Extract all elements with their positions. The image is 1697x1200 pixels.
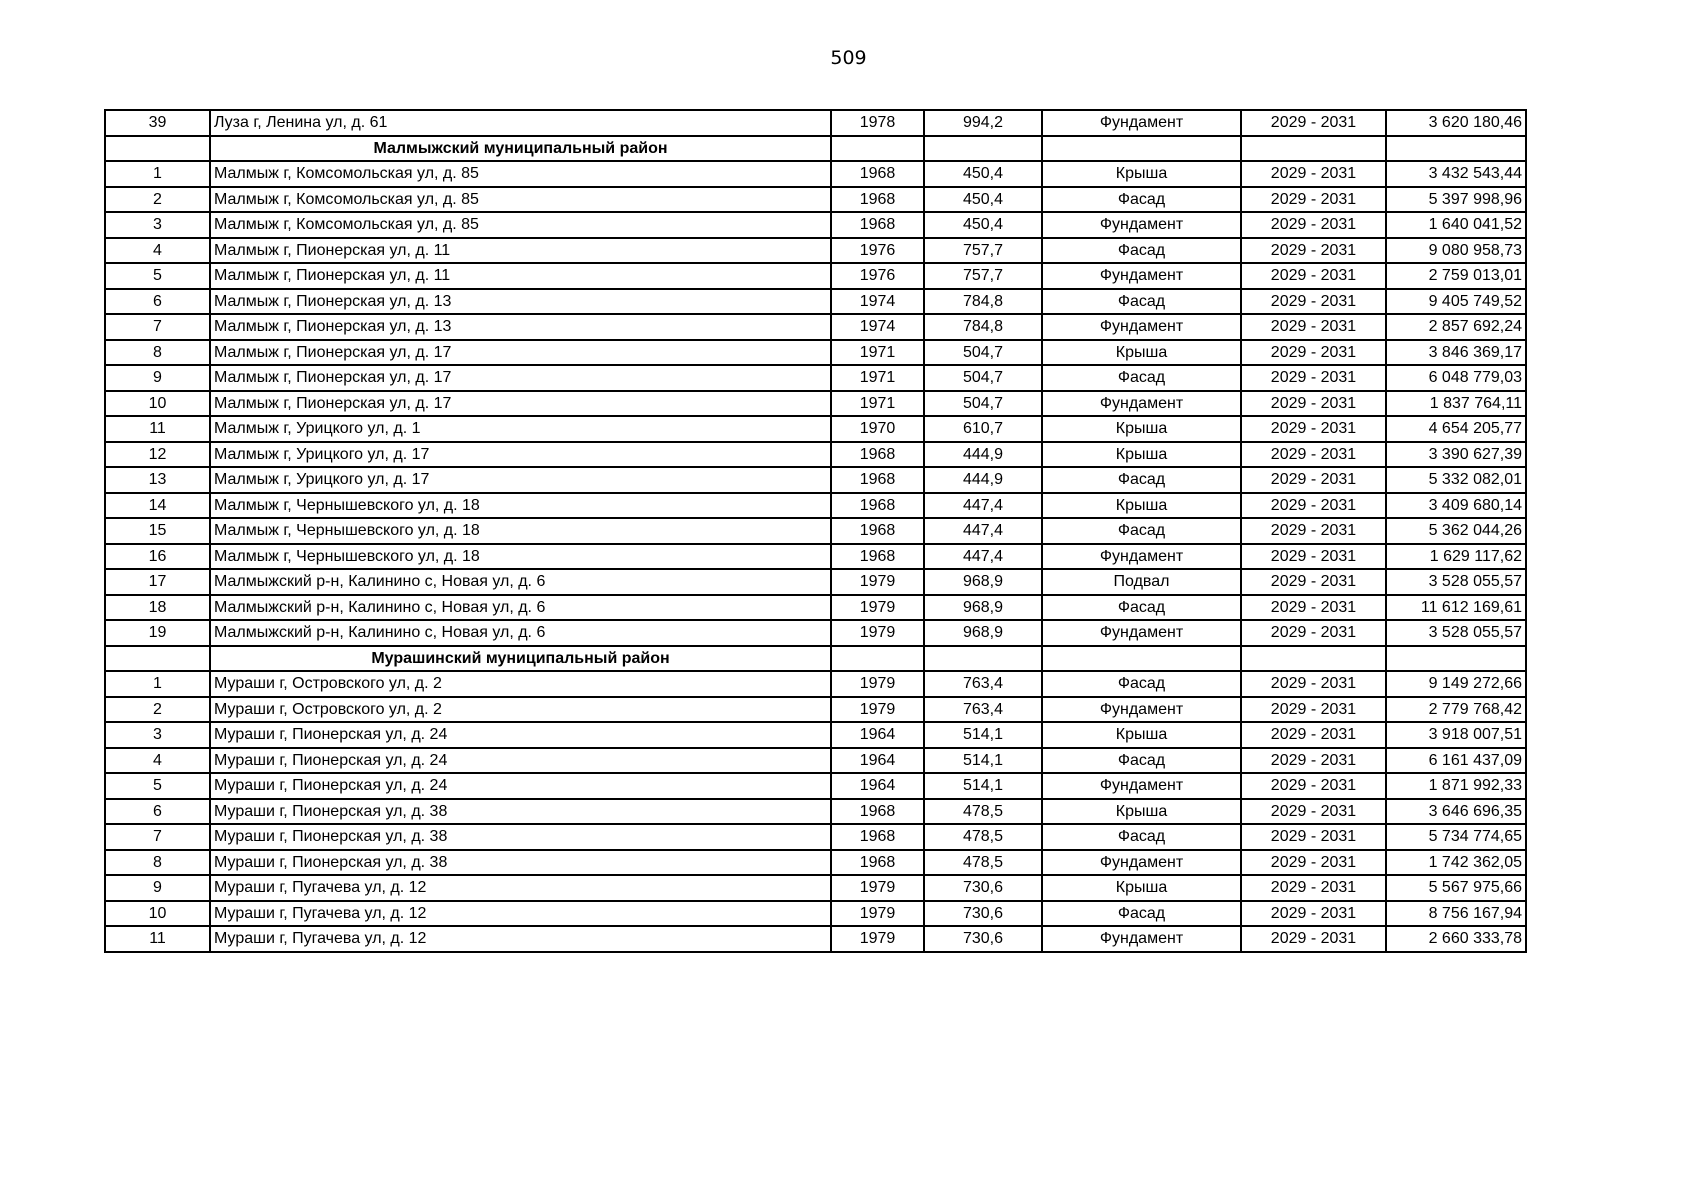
address-cell: Мураши г, Пионерская ул, д. 24	[210, 748, 831, 774]
work-type-cell: Крыша	[1042, 442, 1241, 468]
year-cell: 1964	[831, 773, 924, 799]
area-cell: 730,6	[924, 901, 1042, 927]
year-cell: 1968	[831, 161, 924, 187]
cost-cell: 9 080 958,73	[1386, 238, 1526, 264]
cost-cell: 11 612 169,61	[1386, 595, 1526, 621]
year-cell: 1968	[831, 799, 924, 825]
table-row	[105, 289, 1526, 315]
address-cell: Малмыж г, Чернышевского ул, д. 18	[210, 544, 831, 570]
area-cell: 757,7	[924, 238, 1042, 264]
period-cell: 2029 - 2031	[1241, 314, 1386, 340]
period-cell: 2029 - 2031	[1241, 544, 1386, 570]
work-type-cell: Фасад	[1042, 748, 1241, 774]
table-row	[105, 110, 1526, 136]
table-row	[105, 544, 1526, 570]
table-row	[105, 748, 1526, 774]
address-cell: Малмыж г, Пионерская ул, д. 17	[210, 391, 831, 417]
cost-cell: 2 857 692,24	[1386, 314, 1526, 340]
cost-cell: 9 149 272,66	[1386, 671, 1526, 697]
year-cell: 1968	[831, 212, 924, 238]
empty-cell	[831, 646, 924, 672]
empty-cell	[1241, 646, 1386, 672]
table-row	[105, 187, 1526, 213]
cost-cell: 1 742 362,05	[1386, 850, 1526, 876]
area-cell: 450,4	[924, 161, 1042, 187]
work-type-cell: Фундамент	[1042, 850, 1241, 876]
cost-cell: 5 734 774,65	[1386, 824, 1526, 850]
year-cell: 1964	[831, 748, 924, 774]
cost-cell: 3 620 180,46	[1386, 110, 1526, 136]
period-cell: 2029 - 2031	[1241, 263, 1386, 289]
area-cell: 450,4	[924, 212, 1042, 238]
table-row	[105, 824, 1526, 850]
table-row	[105, 901, 1526, 927]
period-cell: 2029 - 2031	[1241, 748, 1386, 774]
cost-cell: 4 654 205,77	[1386, 416, 1526, 442]
period-cell: 2029 - 2031	[1241, 416, 1386, 442]
empty-cell	[105, 646, 210, 672]
table-row	[105, 620, 1526, 646]
year-cell: 1974	[831, 289, 924, 315]
table-row	[105, 926, 1526, 952]
row-number: 5	[105, 263, 210, 289]
work-type-cell: Подвал	[1042, 569, 1241, 595]
area-cell: 514,1	[924, 748, 1042, 774]
district-title: Мурашинский муниципальный район	[210, 646, 831, 672]
table-row	[105, 850, 1526, 876]
row-number: 15	[105, 518, 210, 544]
work-type-cell: Фасад	[1042, 901, 1241, 927]
period-cell: 2029 - 2031	[1241, 161, 1386, 187]
period-cell: 2029 - 2031	[1241, 620, 1386, 646]
empty-cell	[1042, 646, 1241, 672]
period-cell: 2029 - 2031	[1241, 493, 1386, 519]
district-header-row	[105, 136, 1526, 162]
row-number: 19	[105, 620, 210, 646]
year-cell: 1979	[831, 569, 924, 595]
row-number: 4	[105, 238, 210, 264]
address-cell: Малмыж г, Пионерская ул, д. 13	[210, 314, 831, 340]
period-cell: 2029 - 2031	[1241, 824, 1386, 850]
year-cell: 1968	[831, 187, 924, 213]
address-cell: Малмыж г, Пионерская ул, д. 17	[210, 340, 831, 366]
work-type-cell: Фасад	[1042, 238, 1241, 264]
work-type-cell: Крыша	[1042, 722, 1241, 748]
cost-cell: 3 390 627,39	[1386, 442, 1526, 468]
row-number: 16	[105, 544, 210, 570]
table-row	[105, 442, 1526, 468]
district-header-row	[105, 646, 1526, 672]
row-number: 18	[105, 595, 210, 621]
cost-cell: 3 846 369,17	[1386, 340, 1526, 366]
table-row	[105, 773, 1526, 799]
work-type-cell: Фундамент	[1042, 263, 1241, 289]
row-number: 12	[105, 442, 210, 468]
year-cell: 1968	[831, 518, 924, 544]
period-cell: 2029 - 2031	[1241, 697, 1386, 723]
empty-cell	[924, 136, 1042, 162]
cost-cell: 1 837 764,11	[1386, 391, 1526, 417]
row-number: 17	[105, 569, 210, 595]
address-cell: Мураши г, Пионерская ул, д. 24	[210, 722, 831, 748]
work-type-cell: Фасад	[1042, 824, 1241, 850]
repair-schedule-table	[104, 109, 1527, 953]
row-number: 10	[105, 391, 210, 417]
period-cell: 2029 - 2031	[1241, 595, 1386, 621]
row-number: 3	[105, 212, 210, 238]
period-cell: 2029 - 2031	[1241, 799, 1386, 825]
area-cell: 763,4	[924, 671, 1042, 697]
year-cell: 1968	[831, 467, 924, 493]
year-cell: 1976	[831, 263, 924, 289]
work-type-cell: Фундамент	[1042, 110, 1241, 136]
year-cell: 1968	[831, 442, 924, 468]
work-type-cell: Крыша	[1042, 493, 1241, 519]
work-type-cell: Фасад	[1042, 671, 1241, 697]
table-row	[105, 212, 1526, 238]
address-cell: Малмыж г, Урицкого ул, д. 17	[210, 442, 831, 468]
table-row	[105, 518, 1526, 544]
table-row	[105, 416, 1526, 442]
cost-cell: 3 918 007,51	[1386, 722, 1526, 748]
period-cell: 2029 - 2031	[1241, 671, 1386, 697]
table-row	[105, 263, 1526, 289]
area-cell: 447,4	[924, 518, 1042, 544]
table-row	[105, 493, 1526, 519]
year-cell: 1968	[831, 824, 924, 850]
empty-cell	[1386, 136, 1526, 162]
period-cell: 2029 - 2031	[1241, 110, 1386, 136]
table-row	[105, 365, 1526, 391]
period-cell: 2029 - 2031	[1241, 187, 1386, 213]
address-cell: Мураши г, Пугачева ул, д. 12	[210, 901, 831, 927]
area-cell: 730,6	[924, 926, 1042, 952]
address-cell: Малмыж г, Чернышевского ул, д. 18	[210, 518, 831, 544]
area-cell: 478,5	[924, 824, 1042, 850]
work-type-cell: Фундамент	[1042, 697, 1241, 723]
period-cell: 2029 - 2031	[1241, 340, 1386, 366]
period-cell: 2029 - 2031	[1241, 391, 1386, 417]
empty-cell	[1241, 136, 1386, 162]
cost-cell: 1 871 992,33	[1386, 773, 1526, 799]
area-cell: 444,9	[924, 442, 1042, 468]
year-cell: 1978	[831, 110, 924, 136]
address-cell: Малмыж г, Пионерская ул, д. 11	[210, 238, 831, 264]
address-cell: Малмыж г, Комсомольская ул, д. 85	[210, 187, 831, 213]
table-row	[105, 595, 1526, 621]
address-cell: Мураши г, Пугачева ул, д. 12	[210, 926, 831, 952]
address-cell: Мураши г, Островского ул, д. 2	[210, 671, 831, 697]
area-cell: 610,7	[924, 416, 1042, 442]
address-cell: Малмыж г, Пионерская ул, д. 13	[210, 289, 831, 315]
row-number: 13	[105, 467, 210, 493]
address-cell: Луза г, Ленина ул, д. 61	[210, 110, 831, 136]
district-title: Малмыжский муниципальный район	[210, 136, 831, 162]
work-type-cell: Фасад	[1042, 289, 1241, 315]
period-cell: 2029 - 2031	[1241, 289, 1386, 315]
work-type-cell: Крыша	[1042, 799, 1241, 825]
area-cell: 504,7	[924, 365, 1042, 391]
cost-cell: 3 409 680,14	[1386, 493, 1526, 519]
address-cell: Малмыж г, Пионерская ул, д. 17	[210, 365, 831, 391]
cost-cell: 9 405 749,52	[1386, 289, 1526, 315]
address-cell: Мураши г, Островского ул, д. 2	[210, 697, 831, 723]
row-number: 2	[105, 697, 210, 723]
cost-cell: 1 629 117,62	[1386, 544, 1526, 570]
year-cell: 1979	[831, 901, 924, 927]
row-number: 3	[105, 722, 210, 748]
table-row	[105, 391, 1526, 417]
table-body	[105, 110, 1526, 952]
address-cell: Малмыж г, Комсомольская ул, д. 85	[210, 161, 831, 187]
table-row	[105, 467, 1526, 493]
table-row	[105, 722, 1526, 748]
row-number: 1	[105, 161, 210, 187]
area-cell: 514,1	[924, 722, 1042, 748]
table-row	[105, 671, 1526, 697]
cost-cell: 5 332 082,01	[1386, 467, 1526, 493]
area-cell: 478,5	[924, 799, 1042, 825]
table-row	[105, 697, 1526, 723]
period-cell: 2029 - 2031	[1241, 926, 1386, 952]
cost-cell: 2 660 333,78	[1386, 926, 1526, 952]
row-number: 7	[105, 824, 210, 850]
work-type-cell: Фасад	[1042, 595, 1241, 621]
year-cell: 1968	[831, 493, 924, 519]
cost-cell: 1 640 041,52	[1386, 212, 1526, 238]
year-cell: 1968	[831, 850, 924, 876]
row-number: 8	[105, 340, 210, 366]
table-row	[105, 799, 1526, 825]
work-type-cell: Крыша	[1042, 161, 1241, 187]
period-cell: 2029 - 2031	[1241, 442, 1386, 468]
work-type-cell: Крыша	[1042, 416, 1241, 442]
year-cell: 1979	[831, 620, 924, 646]
row-number: 11	[105, 416, 210, 442]
table-row	[105, 314, 1526, 340]
empty-cell	[1386, 646, 1526, 672]
row-number: 4	[105, 748, 210, 774]
empty-cell	[105, 136, 210, 162]
period-cell: 2029 - 2031	[1241, 722, 1386, 748]
area-cell: 504,7	[924, 391, 1042, 417]
work-type-cell: Фундамент	[1042, 314, 1241, 340]
period-cell: 2029 - 2031	[1241, 467, 1386, 493]
area-cell: 784,8	[924, 289, 1042, 315]
cost-cell: 5 567 975,66	[1386, 875, 1526, 901]
year-cell: 1974	[831, 314, 924, 340]
cost-cell: 3 432 543,44	[1386, 161, 1526, 187]
address-cell: Малмыжский р-н, Калинино с, Новая ул, д. 6	[210, 569, 831, 595]
empty-cell	[1042, 136, 1241, 162]
address-cell: Малмыж г, Урицкого ул, д. 17	[210, 467, 831, 493]
area-cell: 968,9	[924, 620, 1042, 646]
area-cell: 514,1	[924, 773, 1042, 799]
period-cell: 2029 - 2031	[1241, 901, 1386, 927]
area-cell: 784,8	[924, 314, 1042, 340]
row-number: 11	[105, 926, 210, 952]
row-number: 39	[105, 110, 210, 136]
work-type-cell: Фасад	[1042, 365, 1241, 391]
cost-cell: 6 048 779,03	[1386, 365, 1526, 391]
address-cell: Малмыжский р-н, Калинино с, Новая ул, д. 6	[210, 595, 831, 621]
cost-cell: 3 528 055,57	[1386, 620, 1526, 646]
address-cell: Малмыж г, Чернышевского ул, д. 18	[210, 493, 831, 519]
address-cell: Малмыж г, Комсомольская ул, д. 85	[210, 212, 831, 238]
area-cell: 968,9	[924, 595, 1042, 621]
work-type-cell: Фасад	[1042, 518, 1241, 544]
area-cell: 447,4	[924, 544, 1042, 570]
table-row	[105, 569, 1526, 595]
period-cell: 2029 - 2031	[1241, 518, 1386, 544]
area-cell: 994,2	[924, 110, 1042, 136]
area-cell: 504,7	[924, 340, 1042, 366]
empty-cell	[831, 136, 924, 162]
row-number: 9	[105, 365, 210, 391]
work-type-cell: Фундамент	[1042, 391, 1241, 417]
year-cell: 1968	[831, 544, 924, 570]
work-type-cell: Фасад	[1042, 187, 1241, 213]
year-cell: 1970	[831, 416, 924, 442]
work-type-cell: Фундамент	[1042, 926, 1241, 952]
row-number: 7	[105, 314, 210, 340]
area-cell: 478,5	[924, 850, 1042, 876]
area-cell: 757,7	[924, 263, 1042, 289]
area-cell: 444,9	[924, 467, 1042, 493]
work-type-cell: Фасад	[1042, 467, 1241, 493]
period-cell: 2029 - 2031	[1241, 569, 1386, 595]
table-row	[105, 875, 1526, 901]
row-number: 2	[105, 187, 210, 213]
work-type-cell: Фундамент	[1042, 544, 1241, 570]
address-cell: Мураши г, Пионерская ул, д. 38	[210, 824, 831, 850]
cost-cell: 3 646 696,35	[1386, 799, 1526, 825]
row-number: 5	[105, 773, 210, 799]
table-row	[105, 238, 1526, 264]
row-number: 6	[105, 289, 210, 315]
year-cell: 1979	[831, 875, 924, 901]
address-cell: Малмыж г, Урицкого ул, д. 1	[210, 416, 831, 442]
address-cell: Малмыжский р-н, Калинино с, Новая ул, д. 6	[210, 620, 831, 646]
address-cell: Мураши г, Пионерская ул, д. 38	[210, 799, 831, 825]
year-cell: 1976	[831, 238, 924, 264]
area-cell: 763,4	[924, 697, 1042, 723]
period-cell: 2029 - 2031	[1241, 212, 1386, 238]
area-cell: 730,6	[924, 875, 1042, 901]
cost-cell: 3 528 055,57	[1386, 569, 1526, 595]
table-row	[105, 340, 1526, 366]
period-cell: 2029 - 2031	[1241, 875, 1386, 901]
row-number: 1	[105, 671, 210, 697]
year-cell: 1979	[831, 926, 924, 952]
work-type-cell: Фундамент	[1042, 773, 1241, 799]
period-cell: 2029 - 2031	[1241, 773, 1386, 799]
area-cell: 447,4	[924, 493, 1042, 519]
year-cell: 1979	[831, 595, 924, 621]
empty-cell	[924, 646, 1042, 672]
cost-cell: 6 161 437,09	[1386, 748, 1526, 774]
address-cell: Мураши г, Пионерская ул, д. 38	[210, 850, 831, 876]
cost-cell: 2 779 768,42	[1386, 697, 1526, 723]
year-cell: 1971	[831, 365, 924, 391]
cost-cell: 5 362 044,26	[1386, 518, 1526, 544]
row-number: 9	[105, 875, 210, 901]
cost-cell: 8 756 167,94	[1386, 901, 1526, 927]
year-cell: 1979	[831, 671, 924, 697]
page-number: 509	[830, 47, 867, 69]
year-cell: 1964	[831, 722, 924, 748]
area-cell: 450,4	[924, 187, 1042, 213]
year-cell: 1971	[831, 340, 924, 366]
work-type-cell: Фундамент	[1042, 620, 1241, 646]
address-cell: Мураши г, Пионерская ул, д. 24	[210, 773, 831, 799]
address-cell: Малмыж г, Пионерская ул, д. 11	[210, 263, 831, 289]
row-number: 10	[105, 901, 210, 927]
year-cell: 1979	[831, 697, 924, 723]
period-cell: 2029 - 2031	[1241, 238, 1386, 264]
table-row	[105, 161, 1526, 187]
period-cell: 2029 - 2031	[1241, 850, 1386, 876]
row-number: 14	[105, 493, 210, 519]
year-cell: 1971	[831, 391, 924, 417]
work-type-cell: Фундамент	[1042, 212, 1241, 238]
period-cell: 2029 - 2031	[1241, 365, 1386, 391]
address-cell: Мураши г, Пугачева ул, д. 12	[210, 875, 831, 901]
work-type-cell: Крыша	[1042, 340, 1241, 366]
row-number: 8	[105, 850, 210, 876]
area-cell: 968,9	[924, 569, 1042, 595]
cost-cell: 5 397 998,96	[1386, 187, 1526, 213]
work-type-cell: Крыша	[1042, 875, 1241, 901]
row-number: 6	[105, 799, 210, 825]
cost-cell: 2 759 013,01	[1386, 263, 1526, 289]
